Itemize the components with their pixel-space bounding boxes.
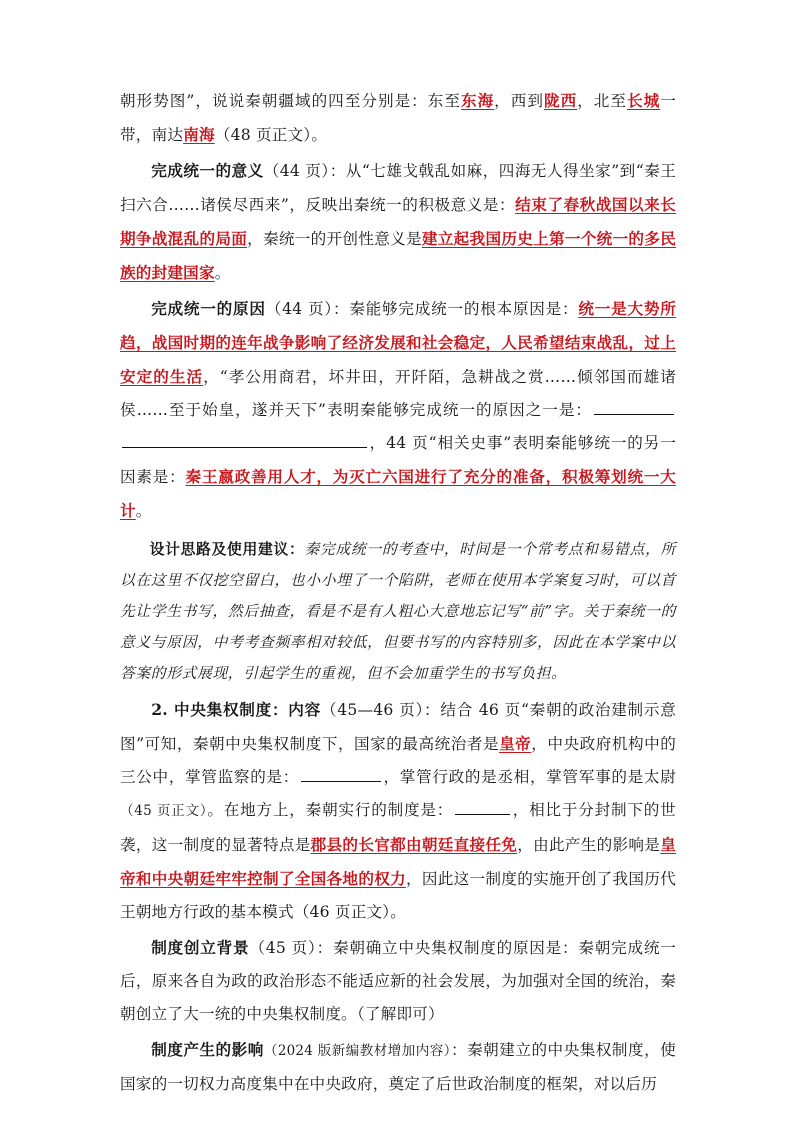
- text: ，秦统一的开创性意义是: [247, 230, 422, 248]
- answer-feature: 郡县的长官都由朝廷直接任免: [310, 835, 518, 854]
- text: ，44 页“相关史事”表明秦能够统一的另一因素是：: [120, 434, 676, 486]
- text: ，相比于分封制下的世袭，这一制度的显著特点是: [120, 801, 676, 854]
- text: ，中央政府机构中的三公中，掌管监察的是：: [120, 735, 676, 786]
- text: （45—46 页）：结合 46 页“秦朝的政治建制示意图”可知，秦朝中央集权制度下，国家的最高统治者是: [120, 701, 676, 753]
- answer-pioneering-significance: 建立起我国历史上第一个统一的多民族的封建国家: [120, 229, 677, 282]
- section-heading: 完成统一的原因: [151, 299, 266, 318]
- answer-impact: 皇帝和中央朝廷牢牢控制了全国各地的权力: [120, 835, 676, 888]
- answer-east: 东海: [460, 91, 495, 110]
- answer-west: 陇西: [543, 91, 578, 110]
- paragraph-impact: [120, 1033, 676, 1101]
- text: ，西到: [494, 92, 544, 110]
- fill-blank[interactable]: [455, 796, 510, 815]
- text: ，“孝公用商君，坏井田，开阡陌，急耕战之赏……倾邻国而雄诸侯……至于始皇，遂并天下”表明秦能够完成统一的原因之一是：: [120, 368, 676, 419]
- paragraph-unification-reasons: [120, 292, 676, 528]
- text: （2024 版新编教材增加内容）: [263, 1043, 451, 1059]
- section-heading: 制度创立背景: [151, 938, 250, 957]
- section-heading: 2. 中央集权制度：内容: [151, 700, 321, 719]
- answer-supreme-ruler: 皇帝: [499, 734, 532, 753]
- section-heading: 完成统一的意义: [151, 161, 264, 180]
- text: ，掌管行政的是丞相，掌管军事的是太尉: [383, 768, 676, 786]
- text: ：秦朝建立的中央集权制度，使国家的一切权力高度集中在中央政府，奠定了后世政治制度的框架，对以后历: [120, 1041, 676, 1093]
- design-heading: 设计思路及使用建议：: [149, 541, 305, 558]
- text: （44 页）：秦能够完成统一的根本原因是：: [265, 300, 579, 318]
- paragraph-unification-significance: [120, 154, 676, 290]
- section-heading: 制度产生的影响: [151, 1040, 264, 1059]
- text: 朝形势图”，说说秦朝疆域的四至分别是：东至: [120, 92, 461, 110]
- answer-root-cause: 统一是大势所趋，战国时期的连年战争影响了经济发展和社会稳定，人民希望结束战乱，过上安定的生活: [120, 299, 676, 386]
- answer-south: 南海: [183, 125, 215, 144]
- text: ，由此产生的影响是: [517, 836, 661, 854]
- text: 。: [214, 264, 231, 282]
- answer-north: 长城: [627, 91, 661, 110]
- text: （45 页正文）: [120, 803, 208, 819]
- paragraph-territory: [120, 84, 676, 152]
- text: （45 页）：秦朝确立中央集权制度的原因是：秦朝完成统一后，原来各自为政的政治形态不能适应新的社会发展，为加强对全国的统治，秦朝创立了大一统的中央集权制度。（了解即可）: [120, 939, 676, 1023]
- text: （44 页）：从“七雄戈戟乱如麻，四海无人得坐家”到“秦王扫六合……诸侯尽西来”，反映出秦统一的积极意义是：: [120, 162, 677, 214]
- design-text: 秦完成统一的考查中，时间是一个常考点和易错点，所以在这里不仅挖空留白，也小小埋了一个陷阱，老师在使用本学案复习时，可以首先让学生书写，然后抽查，看是不是有人粗心大意地忘记写“前”字。关于秦统一的意义与原因，中考考查频率相对较低，但要书写的内容特别多，因此在本学案中以答案的形式展现，引起学生的重视，但不会加重学生的书写负担。: [120, 541, 676, 682]
- text: ，北至: [577, 92, 627, 110]
- fill-blank[interactable]: [122, 429, 367, 448]
- answer-positive-significance: 结束了春秋战国以来长期争战混乱的局面: [120, 195, 676, 248]
- answer-other-factor: 秦王嬴政善用人才，为灭亡六国进行了充分的准备，积极筹划统一大计: [120, 467, 676, 520]
- paragraph-central-system: [120, 693, 676, 929]
- text: （48 页正文）。: [214, 126, 328, 144]
- design-note: [120, 534, 676, 689]
- fill-blank[interactable]: [301, 763, 381, 782]
- text: 。在地方上，秦朝实行的制度是：: [207, 801, 454, 819]
- fill-blank[interactable]: [594, 396, 674, 415]
- text: 。: [135, 502, 152, 520]
- text: 一带，南达: [120, 92, 676, 144]
- text: ，因此这一制度的实施开创了我国历代王朝地方行政的基本模式（46 页正文）。: [120, 870, 676, 921]
- paragraph-background: [120, 931, 676, 1031]
